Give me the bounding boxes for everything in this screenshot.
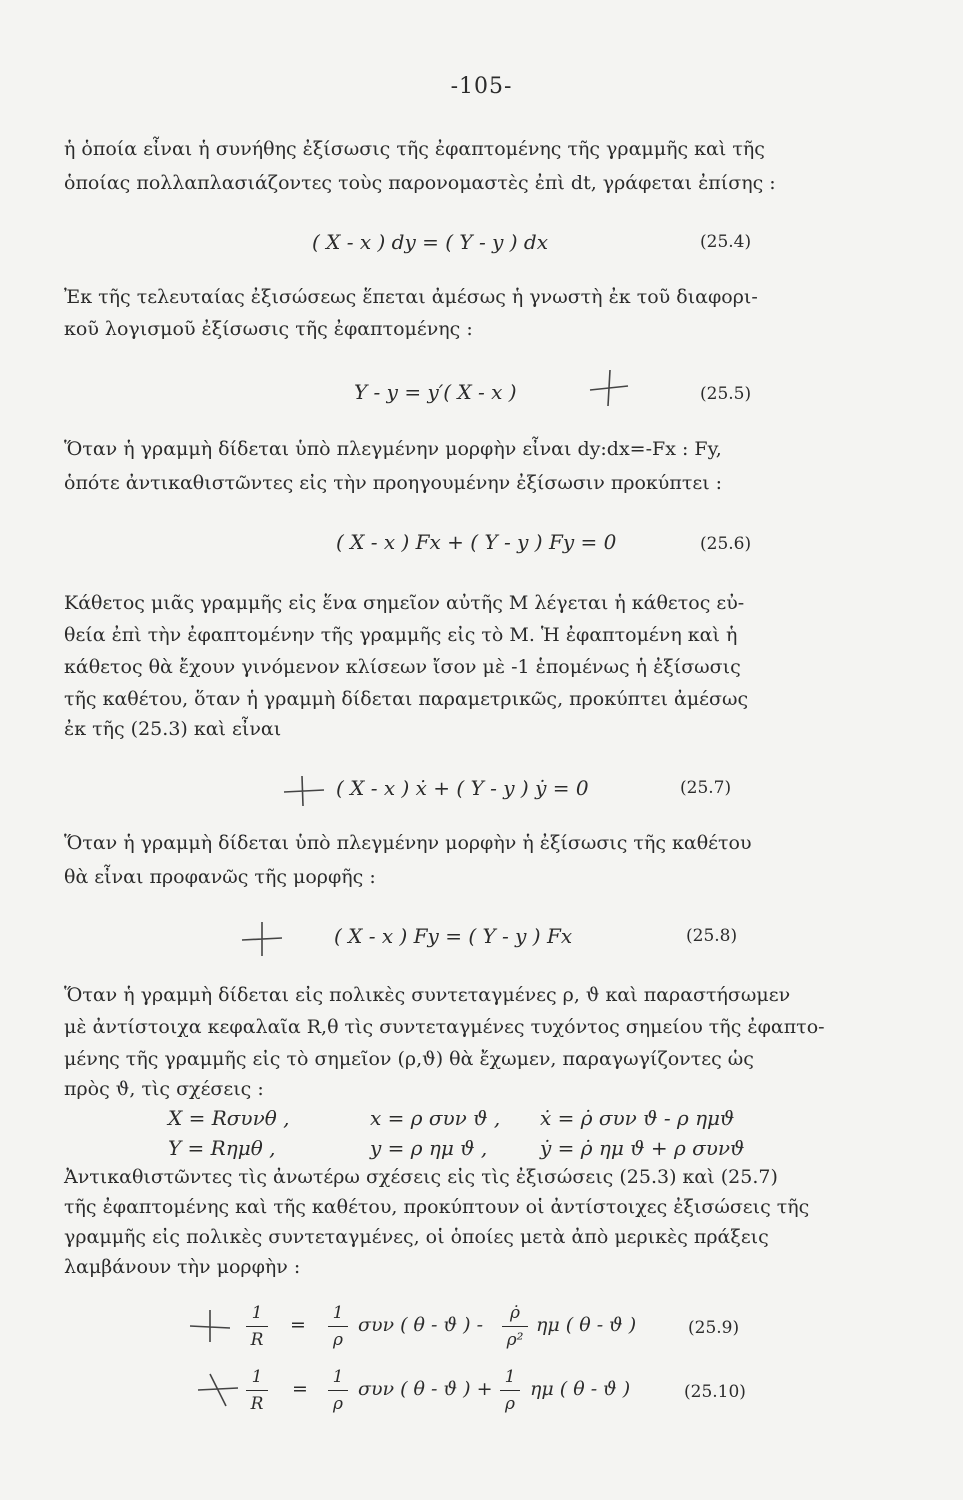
text-line: μένης τῆς γραμμῆς εἰς τὸ σημεῖον (ρ,ϑ) θὰ ἔχωμεν, παραγωγίζοντες ὡς: [64, 1048, 754, 1070]
equation: Y - y = y′( X - x ): [354, 380, 517, 404]
text-line: κοῦ λογισμοῦ ἐξίσωσις τῆς ἐφαπτομένης :: [64, 318, 473, 340]
relation: X = Rσυνθ ,: [168, 1106, 290, 1130]
page-number: -105-: [450, 74, 513, 99]
fraction: ρ̇ ρ²: [502, 1302, 528, 1351]
equation: ( X - x ) ẋ + ( Y - y ) ẏ = 0: [336, 776, 589, 800]
relation: ẋ = ρ̇ συν ϑ - ρ ημϑ: [540, 1106, 735, 1130]
text-line: ὁπότε ἀντικαθιστῶντες εἰς τὴν προηγουμένην ἐξίσωσιν προκύπτει :: [64, 472, 723, 494]
relation: ẏ = ρ̇ ημ ϑ + ρ συνϑ: [540, 1136, 745, 1160]
equation-label: (25.7): [680, 778, 732, 798]
text-line: Ἐκ τῆς τελευταίας ἐξισώσεως ἕπεται ἀμέσως ἡ γνωστὴ ἐκ τοῦ διαφορι-: [64, 286, 758, 308]
equals-sign: =: [292, 1378, 308, 1400]
check-mark-icon: [196, 1370, 240, 1410]
text-line: λαμβάνουν τὴν μορφὴν :: [64, 1256, 301, 1278]
text-line: τῆς καθέτου, ὅταν ἡ γραμμὴ δίδεται παραμετρικῶς, προκύπτει ἀμέσως: [64, 688, 749, 710]
check-mark-icon: [240, 918, 284, 958]
text-line: γραμμῆς εἰς πολικὲς συντεταγμένες, οἱ ὁποίες μετὰ ἀπὸ μερικὲς πράξεις: [64, 1226, 769, 1248]
fraction: 1 R: [246, 1302, 268, 1351]
fraction: 1 ρ: [500, 1366, 520, 1415]
text-line: ἐκ τῆς (25.3) καὶ εἶναι: [64, 718, 282, 740]
check-mark-icon: [282, 770, 326, 810]
equation-label: (25.6): [700, 534, 752, 554]
equation-label: (25.5): [700, 384, 752, 404]
text-line: Ὅταν ἡ γραμμὴ δίδεται ὑπὸ πλεγμένην μορφὴν εἶναι dy:dx=-Fx : Fy,: [64, 438, 722, 460]
fraction: 1 ρ: [328, 1302, 348, 1351]
check-mark-icon: [588, 368, 632, 408]
text-line: κάθετος θὰ ἔχουν γινόμενον κλίσεων ἴσον μὲ -1 ἑπομένως ἡ ἐξίσωσις: [64, 656, 741, 678]
equation: ( X - x ) Fx + ( Y - y ) Fy = 0: [336, 530, 617, 554]
text-line: Ὅταν ἡ γραμμὴ δίδεται ὑπὸ πλεγμένην μορφὴν ἡ ἐξίσωσις τῆς καθέτου: [64, 832, 752, 854]
equation-label: (25.10): [684, 1382, 746, 1402]
formula-term: συν ( θ - ϑ ) +: [358, 1378, 493, 1400]
equation-label: (25.9): [688, 1318, 740, 1338]
text-line: πρὸς ϑ, τὶς σχέσεις :: [64, 1078, 264, 1100]
relation: x = ρ συν ϑ ,: [370, 1106, 501, 1130]
relation: y = ρ ημ ϑ ,: [370, 1136, 488, 1160]
text-line: ἡ ὁποία εἶναι ἡ συνήθης ἐξίσωσις τῆς ἐφαπτομένης τῆς γραμμῆς καὶ τῆς: [64, 138, 765, 160]
equals-sign: =: [290, 1314, 306, 1336]
text-line: Ἀντικαθιστῶντες τὶς ἀνωτέρω σχέσεις εἰς τὶς ἐξισώσεις (25.3) καὶ (25.7): [64, 1166, 778, 1188]
formula-term: ημ ( θ - ϑ ): [536, 1314, 637, 1336]
text-line: θὰ εἶναι προφανῶς τῆς μορφῆς :: [64, 866, 376, 888]
formula-term: ημ ( θ - ϑ ): [530, 1378, 631, 1400]
equation: ( X - x ) Fy = ( Y - y ) Fx: [334, 924, 573, 948]
fraction: 1 R: [246, 1366, 268, 1415]
relation: Y = Rημθ ,: [168, 1136, 276, 1160]
equation: ( X - x ) dy = ( Y - y ) dx: [312, 230, 548, 254]
equation-label: (25.4): [700, 232, 752, 252]
text-line: Ὅταν ἡ γραμμὴ δίδεται εἰς πολικὲς συντεταγμένες ρ, ϑ καὶ παραστήσωμεν: [64, 984, 791, 1006]
text-line: ὁποίας πολλαπλασιάζοντες τοὺς παρονομαστὲς ἐπὶ dt, γράφεται ἐπίσης :: [64, 172, 776, 194]
fraction: 1 ρ: [328, 1366, 348, 1415]
text-line: Κάθετος μιᾶς γραμμῆς εἰς ἕνα σημεῖον αὐτῆς Μ λέγεται ἡ κάθετος εὐ-: [64, 592, 745, 614]
check-mark-icon: [188, 1306, 232, 1346]
equation-label: (25.8): [686, 926, 738, 946]
text-line: τῆς ἐφαπτομένης καὶ τῆς καθέτου, προκύπτουν οἱ ἀντίστοιχες ἐξισώσεις τῆς: [64, 1196, 810, 1218]
text-line: μὲ ἀντίστοιχα κεφαλαῖα R,θ τὶς συντεταγμένες τυχόντος σημείου τῆς ἐφαπτο-: [64, 1016, 825, 1038]
formula-term: συν ( θ - ϑ ) -: [358, 1314, 483, 1336]
text-line: θεία ἐπὶ τὴν ἐφαπτομένην τῆς γραμμῆς εἰς τὸ Μ. Ἡ ἐφαπτομένη καὶ ἡ: [64, 624, 738, 646]
